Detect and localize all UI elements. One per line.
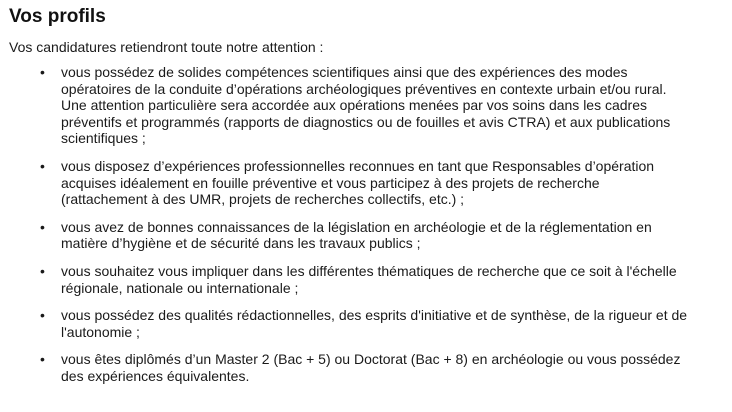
bullet-icon: •: [40, 262, 45, 279]
list-item-line: matière d’hygiène et de sécurité dans les travaux publics ;: [61, 235, 421, 252]
bullet-icon: •: [40, 64, 45, 80]
list-item-line: opératoires de la conduite d’opérations archéologiques préventives en contexte urbain et/ou rural.: [61, 80, 667, 97]
list-item-line: vous souhaitez vous impliquer dans les différentes thématiques de recherche que ce soit à l'échelle: [61, 262, 677, 279]
list-item: [40, 351, 732, 384]
list-item-line: l'autonomie ;: [61, 323, 140, 340]
list-item: [40, 157, 732, 208]
list-item-line: vous possédez des qualités rédactionnelles, des esprits d'initiative et de synthèse, de la rigueur et de: [61, 307, 688, 324]
bullet-icon: •: [40, 157, 45, 174]
list-item: [40, 307, 732, 340]
list-item: [40, 218, 732, 252]
list-item-line: vous possédez de solides compétences scientifiques ainsi que des expériences des modes: [61, 64, 628, 80]
list-item-line: préventifs et programmés (rapports de diagnostics ou de fouilles et avis CTRA) et aux publications: [61, 113, 671, 130]
list-item-line: vous avez de bonnes connaissances de la législation en archéologie et de la réglementation en: [61, 218, 652, 235]
list-item: [40, 262, 732, 296]
section-heading: Vos profils: [9, 6, 106, 27]
bullet-icon: •: [40, 307, 45, 324]
list-item-line: (rattachement à des UMR, projets de recherches collectifs, etc.) ;: [61, 191, 465, 208]
list-item: [40, 64, 732, 147]
list-item-line: acquises idéalement en fouille préventive et vous participez à des projets de recherche: [61, 174, 600, 191]
list-item-line: vous êtes diplômés d’un Master 2 (Bac + 5) ou Doctorat (Bac + 8) en archéologie ou vous possédez: [61, 351, 681, 368]
bullet-icon: •: [40, 351, 45, 368]
bullet-icon: •: [40, 218, 45, 235]
profile-list: [9, 64, 732, 385]
list-item-line: Une attention particulière sera accordée aux opérations menées par vos soins dans les cadres: [61, 97, 647, 114]
list-item-line: vous disposez d’expériences professionnelles reconnues en tant que Responsables d’opération: [61, 157, 655, 174]
list-item-line: régionale, nationale ou internationale ;: [61, 279, 299, 296]
intro-text: Vos candidatures retiendront toute notre attention :: [9, 39, 324, 55]
list-item-line: des expériences équivalentes.: [61, 367, 250, 384]
list-item-line: scientifiques ;: [61, 130, 146, 147]
